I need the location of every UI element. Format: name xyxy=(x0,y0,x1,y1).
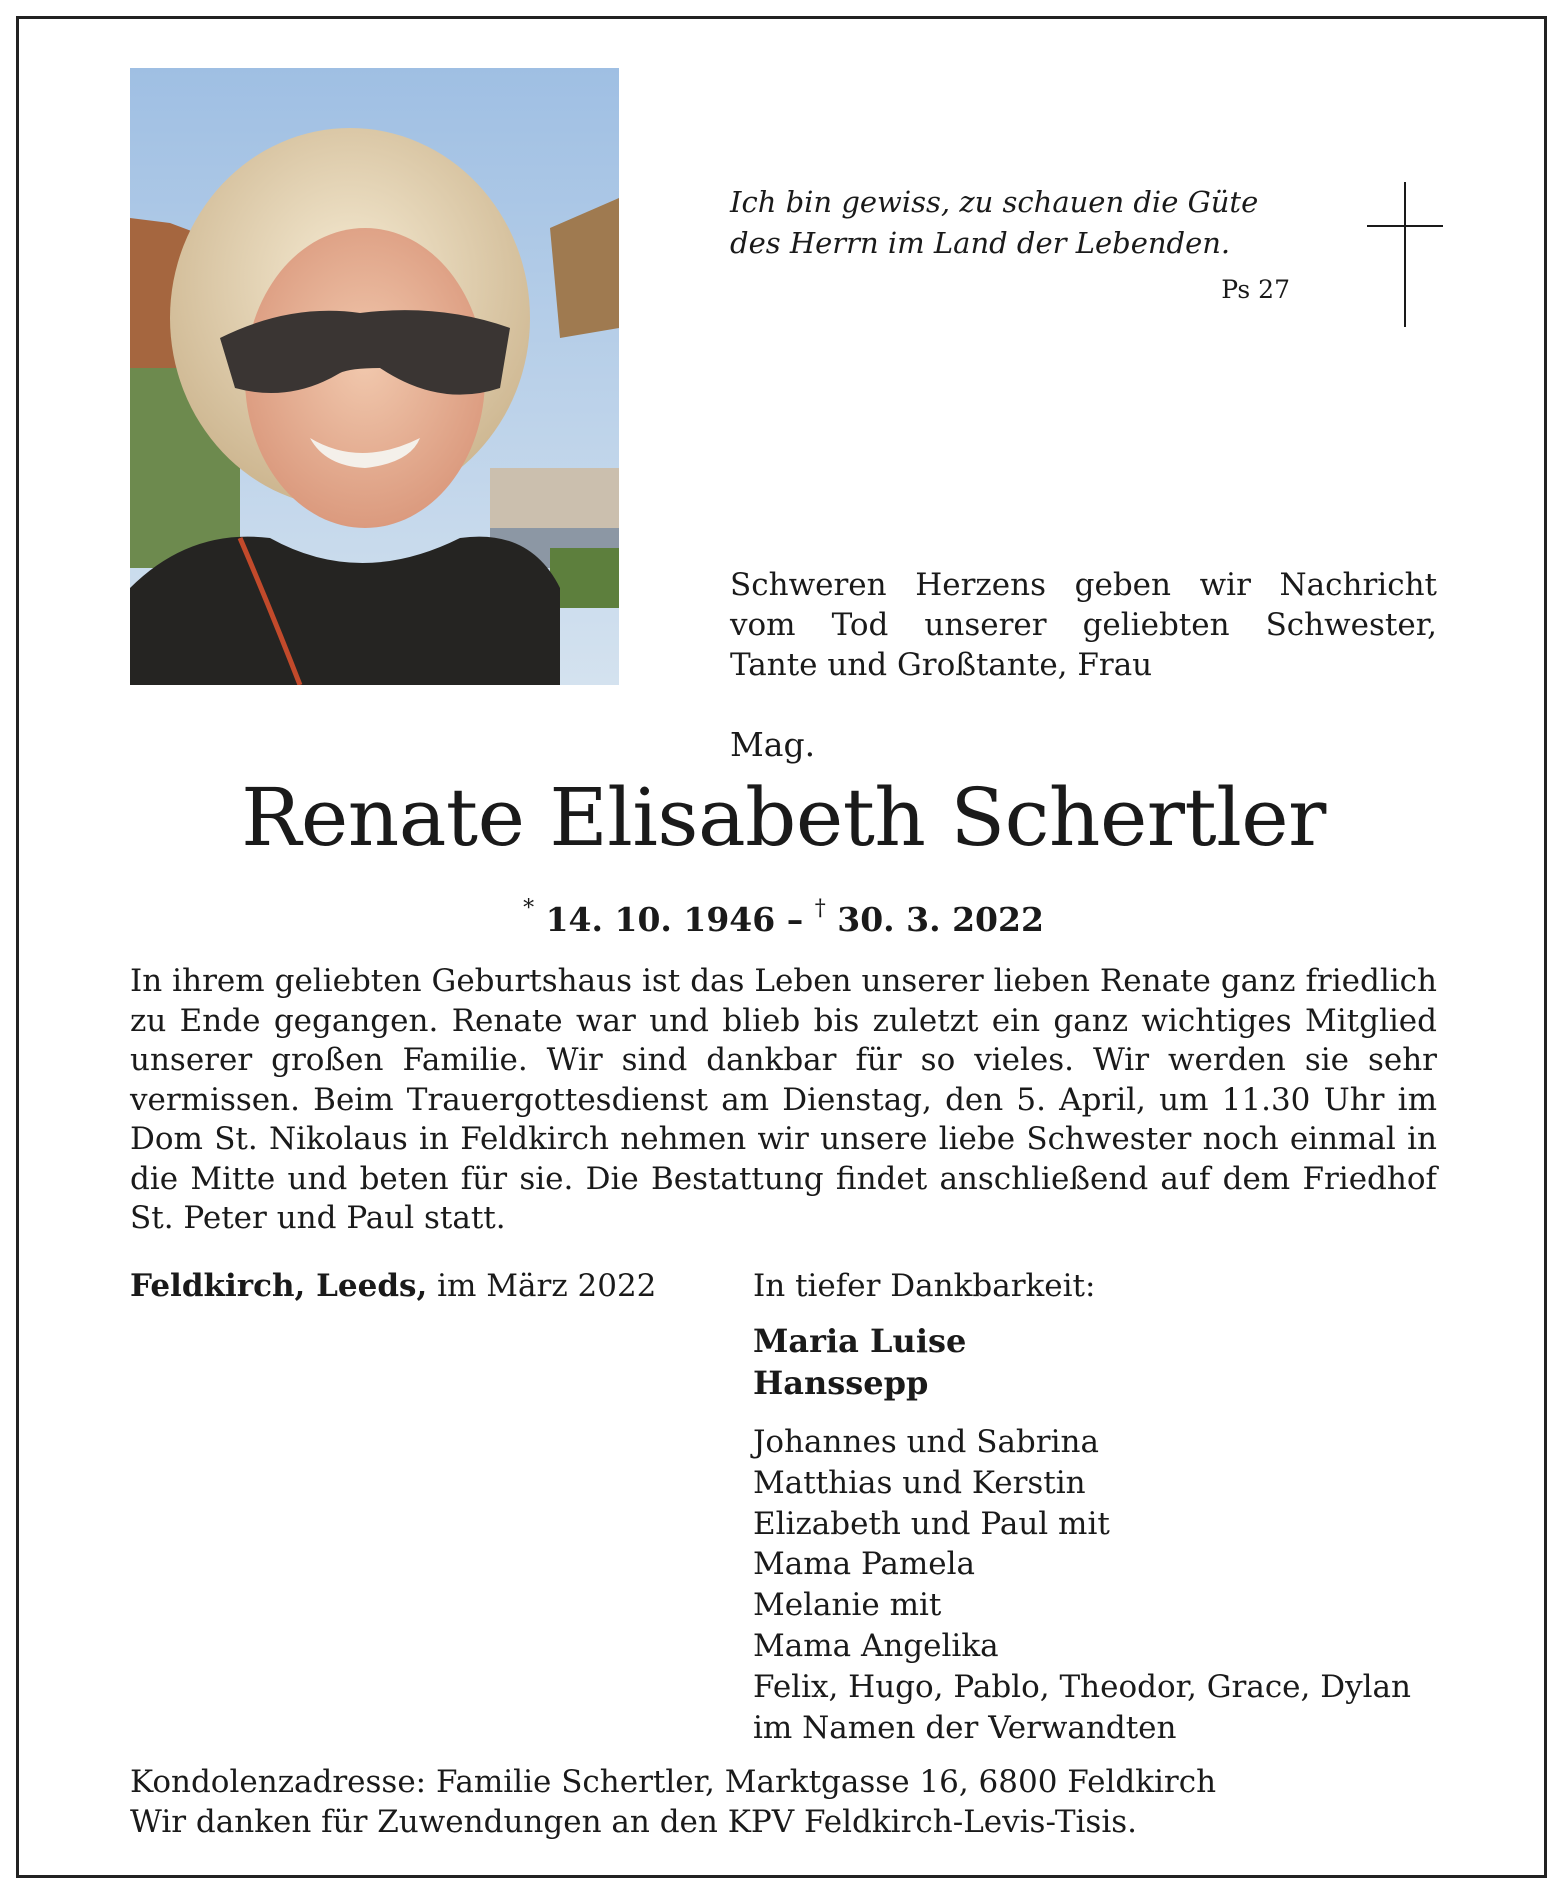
academic-title: Mag. xyxy=(730,725,816,764)
footer xyxy=(130,1762,1216,1842)
bible-verse xyxy=(730,182,1290,264)
relative-entry: im Namen der Verwandten xyxy=(753,1709,1177,1746)
relative-entry: Mama Pamela xyxy=(753,1546,976,1583)
place-date xyxy=(130,1268,656,1304)
principal-mourner: Maria Luise xyxy=(753,1322,967,1360)
relative-entry: Matthias und Kerstin xyxy=(753,1464,1086,1501)
intro-line: Tante und Großtante, Frau xyxy=(730,647,1153,683)
mourners-heading: In tiefer Dankbarkeit: xyxy=(753,1268,1096,1304)
portrait-photo xyxy=(130,68,619,685)
verse-reference: Ps 27 xyxy=(1221,275,1290,304)
death-symbol: † xyxy=(814,896,826,921)
relative-entry: Johannes und Sabrina xyxy=(753,1424,1099,1460)
date-separator: – xyxy=(786,900,804,939)
relative-entry: Felix, Hugo, Pablo, Theodor, Grace, Dylan xyxy=(753,1668,1411,1705)
birth-date: 14. 10. 1946 xyxy=(545,900,776,939)
verse-line: Ich bin gewiss, zu schauen die Güte xyxy=(730,185,1259,219)
condolence-address: Kondolenzadresse: Familie Schertler, Marktgasse 16, 6800 Feldkirch xyxy=(130,1764,1217,1800)
principal-mourners xyxy=(753,1320,966,1404)
deceased-name: Renate Elisabeth Schertler xyxy=(241,771,1326,864)
death-date: 30. 3. 2022 xyxy=(837,900,1044,939)
donation-note: Wir danken für Zuwendungen an den KPV Feldkirch-Levis-Tisis. xyxy=(130,1804,1138,1840)
principal-mourner: Hanssepp xyxy=(753,1364,929,1402)
verse-line: des Herrn im Land der Lebenden. xyxy=(730,226,1231,260)
announcement-intro xyxy=(730,565,1437,685)
cross-icon xyxy=(1367,182,1443,327)
intro-line: Schweren Herzens geben wir Nachricht xyxy=(730,567,1437,603)
life-dates xyxy=(0,896,1567,939)
birth-symbol: * xyxy=(523,896,535,921)
relative-entry: Mama Angelika xyxy=(753,1627,999,1664)
obituary-text: In ihrem geliebten Geburtshaus ist das Leben unserer lieben Renate ganz friedlich zu Ende gegangen. Renate war und blieb bis zuletzt ein ganz wichtiges Mitglied unserer großen Familie. Wir sind dankbar für so vieles. Wir werden sie sehr vermissen. Beim Trauergottesdienst am Dienstag, den 5. April, um 11.30 Uhr im Dom St. Nikolaus in Feldkirch nehmen wir unsere liebe Schwester noch einmal in die Mitte und beten für sie. Die Bestattung findet anschließend auf dem Friedhof St. Peter und Paul statt. xyxy=(130,963,1437,1236)
relatives-list xyxy=(753,1422,1411,1748)
place-cities: Feldkirch, Leeds, xyxy=(130,1268,428,1304)
relative-entry: Elizabeth und Paul mit xyxy=(753,1505,1110,1542)
relative-entry: Melanie mit xyxy=(753,1587,942,1624)
intro-line: vom Tod unserer geliebten Schwester, xyxy=(730,607,1437,643)
notice-date: im März 2022 xyxy=(437,1268,657,1304)
